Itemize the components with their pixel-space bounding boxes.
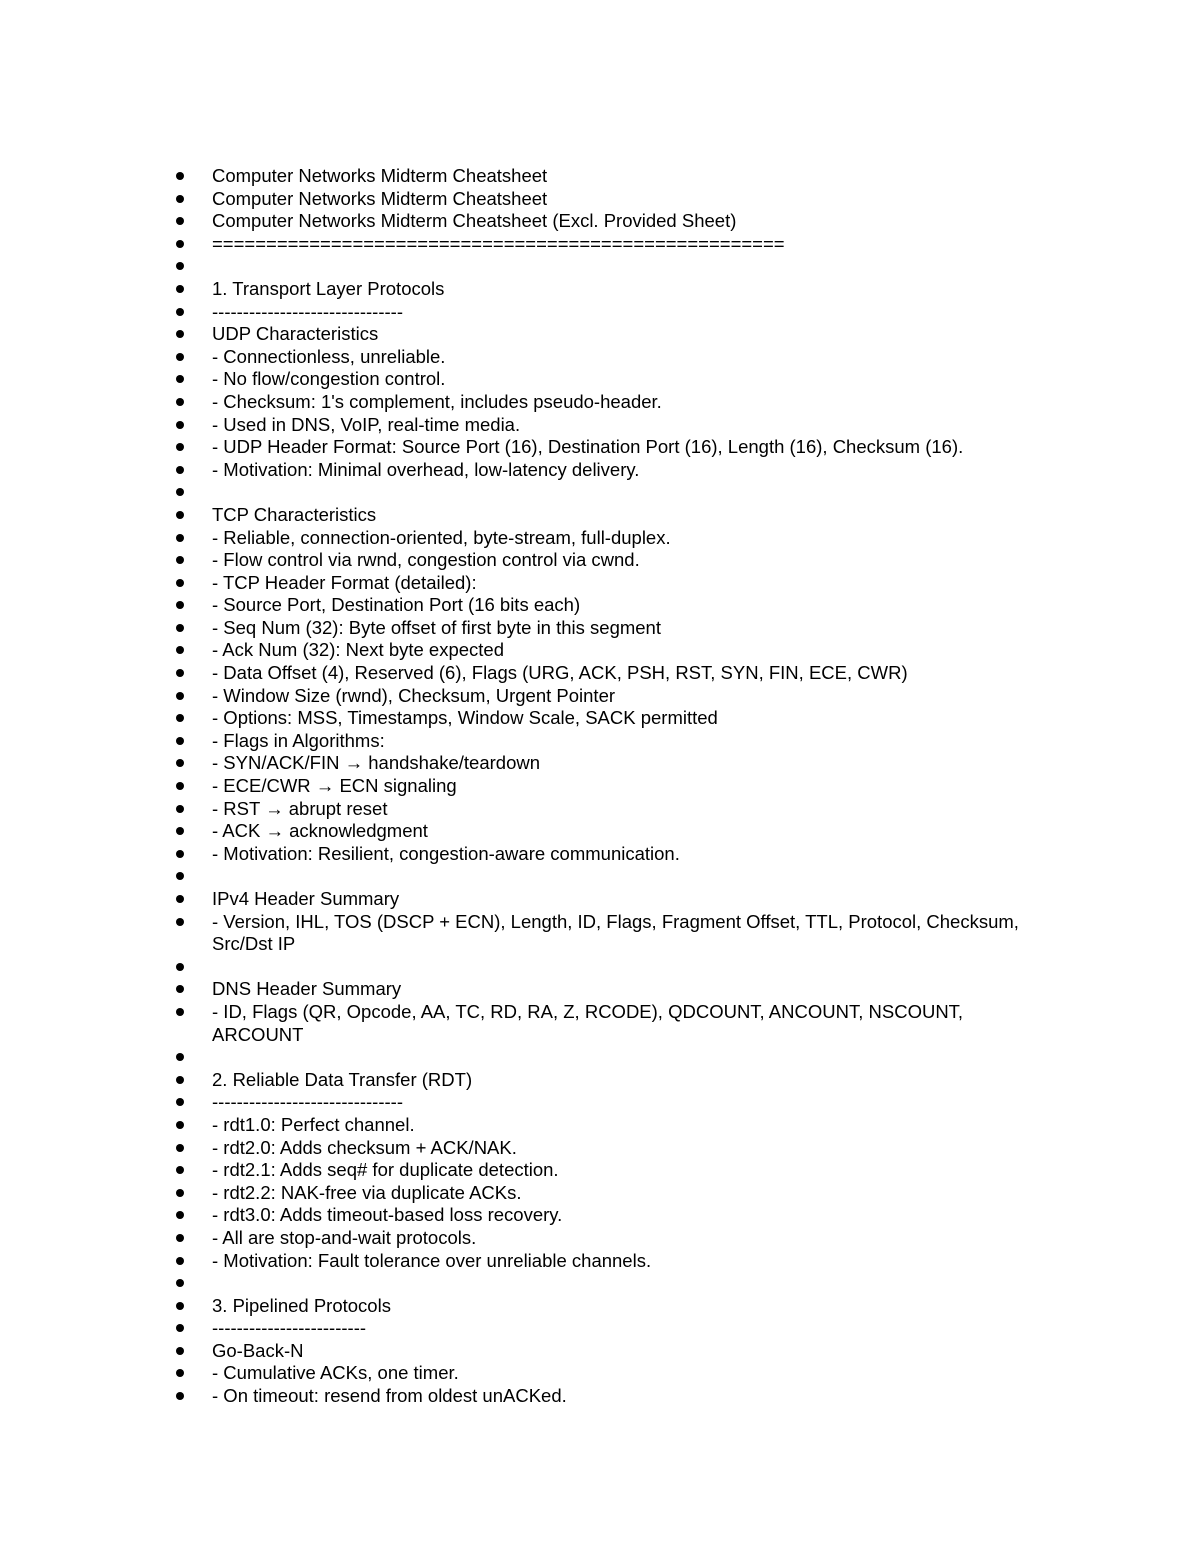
bullet-item xyxy=(176,1227,1026,1250)
bullet-text: - Ack Num (32): Next byte expected xyxy=(212,639,505,661)
bullet-text: - Source Port, Destination Port (16 bits each) xyxy=(212,594,581,616)
bullet-dot-icon xyxy=(176,1076,184,1084)
bullet-dot-icon xyxy=(176,1302,184,1310)
bullet-dot-icon xyxy=(176,375,184,383)
bullet-text: - Cumulative ACKs, one timer. xyxy=(212,1362,459,1384)
bullet-text xyxy=(212,956,1026,979)
bullet-text: - ID, Flags (QR, Opcode, AA, TC, RD, RA, Z, RCODE), QDCOUNT, ANCOUNT, NSCOUNT, ARCOUNT xyxy=(212,1000,968,1045)
bullet-item xyxy=(176,414,1026,437)
bullet-item xyxy=(176,978,1026,1001)
bullet-text: - UDP Header Format: Source Port (16), Destination Port (16), Length (16), Checksum (16). xyxy=(212,436,964,458)
bullet-dot-icon xyxy=(176,217,184,225)
bullet-text xyxy=(212,1272,1026,1295)
bullet-dot-icon xyxy=(176,624,184,632)
bullet-dot-icon xyxy=(176,1211,184,1219)
bullet-text: - Motivation: Resilient, congestion-aware communication. xyxy=(212,842,680,864)
bullet-item xyxy=(176,188,1026,211)
bullet-dot-icon xyxy=(176,895,184,903)
bullet-item xyxy=(176,775,1026,798)
bullet-text: Computer Networks Midterm Cheatsheet xyxy=(212,165,548,186)
bullet-item xyxy=(176,1204,1026,1227)
bullet-text: - TCP Header Format (detailed): xyxy=(212,571,477,593)
bullet-dot-icon xyxy=(176,827,184,835)
bullet-text: UDP Characteristics xyxy=(212,323,379,345)
bullet-dot-icon xyxy=(176,1257,184,1265)
bullet-text xyxy=(212,1046,1026,1069)
bullet-item xyxy=(176,1114,1026,1137)
bullet-item xyxy=(176,911,1026,956)
bullet-text: - rdt1.0: Perfect channel. xyxy=(212,1113,415,1135)
bullet-dot-icon xyxy=(176,692,184,700)
bullet-dot-icon xyxy=(176,737,184,745)
bullet-dot-icon xyxy=(176,1234,184,1242)
bullet-dot-icon xyxy=(176,556,184,564)
bullet-text: - Seq Num (32): Byte offset of first byte in this segment xyxy=(212,616,661,638)
bullet-dot-icon xyxy=(176,421,184,429)
bullet-dot-icon xyxy=(176,488,184,496)
bullet-dot-icon xyxy=(176,805,184,813)
bullet-text: - Version, IHL, TOS (DSCP + ECN), Length, ID, Flags, Fragment Offset, TTL, Protocol, Checksum, Src/Dst IP xyxy=(212,910,1025,955)
bullet-text: TCP Characteristics xyxy=(212,503,377,525)
bullet-text xyxy=(212,481,1026,504)
bullet-text xyxy=(212,255,1026,278)
bullet-dot-icon xyxy=(176,850,184,858)
bullet-item xyxy=(176,685,1026,708)
bullet-text: - Connectionless, unreliable. xyxy=(212,345,446,367)
bullet-dot-icon xyxy=(176,1347,184,1355)
bullet-dot-icon xyxy=(176,579,184,587)
bullet-text: - Flags in Algorithms: xyxy=(212,729,385,751)
bullet-dot-icon xyxy=(176,1189,184,1197)
bullet-dot-icon xyxy=(176,1053,184,1061)
bullet-item xyxy=(176,956,1026,979)
bullet-item xyxy=(176,527,1026,550)
bullet-item xyxy=(176,346,1026,369)
bullet-item xyxy=(176,843,1026,866)
bullet-dot-icon xyxy=(176,534,184,542)
bullet-text: ------------------------------- xyxy=(212,1091,403,1113)
bullet-text: - Window Size (rwnd), Checksum, Urgent Pointer xyxy=(212,684,616,706)
bullet-item xyxy=(176,820,1026,843)
bullet-item xyxy=(176,391,1026,414)
bullet-item xyxy=(176,481,1026,504)
bullet-dot-icon xyxy=(176,466,184,474)
bullet-item xyxy=(176,1340,1026,1363)
bullet-text: - Options: MSS, Timestamps, Window Scale, SACK permitted xyxy=(212,707,718,729)
bullet-dot-icon xyxy=(176,1392,184,1400)
bullet-item xyxy=(176,662,1026,685)
bullet-item xyxy=(176,368,1026,391)
bullet-item xyxy=(176,617,1026,640)
bullet-dot-icon xyxy=(176,714,184,722)
bullet-item xyxy=(176,278,1026,301)
bullet-dot-icon xyxy=(176,172,184,180)
bullet-text: - Motivation: Fault tolerance over unreliable channels. xyxy=(212,1249,652,1271)
bullet-dot-icon xyxy=(176,872,184,880)
bullet-item xyxy=(176,1385,1026,1408)
bullet-text: Computer Networks Midterm Cheatsheet (Excl. Provided Sheet) xyxy=(212,210,737,232)
bullet-dot-icon xyxy=(176,669,184,677)
bullet-text: ===================================================== xyxy=(212,232,785,254)
bullet-item xyxy=(176,459,1026,482)
bullet-item xyxy=(176,1317,1026,1340)
bullet-item xyxy=(176,549,1026,572)
bullet-item xyxy=(176,865,1026,888)
bullet-item xyxy=(176,504,1026,527)
bullet-text: 3. Pipelined Protocols xyxy=(212,1294,391,1316)
bullet-dot-icon xyxy=(176,262,184,270)
bullet-text: - rdt3.0: Adds timeout-based loss recovery. xyxy=(212,1204,563,1226)
bullet-dot-icon xyxy=(176,985,184,993)
bullet-dot-icon xyxy=(176,195,184,203)
bullet-dot-icon xyxy=(176,918,184,926)
bullet-text: - All are stop-and-wait protocols. xyxy=(212,1226,477,1248)
bullet-text: Go-Back-N xyxy=(212,1339,304,1361)
bullet-item xyxy=(176,233,1026,256)
bullet-text: - Checksum: 1's complement, includes pseudo-header. xyxy=(212,390,662,412)
bullet-item xyxy=(176,639,1026,662)
bullet-text: ------------------------- xyxy=(212,1317,367,1339)
bullet-item xyxy=(176,572,1026,595)
bullet-item xyxy=(176,323,1026,346)
bullet-dot-icon xyxy=(176,240,184,248)
bullet-text: Computer Networks Midterm Cheatsheet xyxy=(212,187,548,209)
bullet-dot-icon xyxy=(176,1144,184,1152)
bullet-text: 1. Transport Layer Protocols xyxy=(212,277,445,299)
bullet-item xyxy=(176,1250,1026,1273)
bullet-text: - RST → abrupt reset xyxy=(212,797,388,819)
bullet-dot-icon xyxy=(176,759,184,767)
bullet-item xyxy=(176,1069,1026,1092)
bullet-text: 2. Reliable Data Transfer (RDT) xyxy=(212,1068,473,1090)
bullet-text: - ACK → acknowledgment xyxy=(212,820,428,842)
bullet-item xyxy=(176,1159,1026,1182)
bullet-item xyxy=(176,1091,1026,1114)
bullet-item xyxy=(176,436,1026,459)
bullet-item xyxy=(176,798,1026,821)
bullet-item xyxy=(176,1046,1026,1069)
bullet-item xyxy=(176,301,1026,324)
bullet-dot-icon xyxy=(176,398,184,406)
bullet-dot-icon xyxy=(176,353,184,361)
bullet-dot-icon xyxy=(176,646,184,654)
bullet-item xyxy=(176,594,1026,617)
bullet-text xyxy=(212,865,1026,888)
bullet-dot-icon xyxy=(176,1324,184,1332)
bullet-text: DNS Header Summary xyxy=(212,978,402,1000)
bullet-item xyxy=(176,1362,1026,1385)
bullet-dot-icon xyxy=(176,963,184,971)
bullet-item xyxy=(176,888,1026,911)
bullet-dot-icon xyxy=(176,1166,184,1174)
cheatsheet-bullet-list xyxy=(176,165,1026,1408)
bullet-text: - rdt2.1: Adds seq# for duplicate detection. xyxy=(212,1159,559,1181)
bullet-dot-icon xyxy=(176,511,184,519)
bullet-text: IPv4 Header Summary xyxy=(212,888,400,909)
bullet-text: - Data Offset (4), Reserved (6), Flags (URG, ACK, PSH, RST, SYN, FIN, ECE, CWR) xyxy=(212,662,908,684)
bullet-dot-icon xyxy=(176,1098,184,1106)
bullet-text: - ECE/CWR → ECN signaling xyxy=(212,775,457,797)
bullet-dot-icon xyxy=(176,601,184,609)
bullet-item xyxy=(176,1272,1026,1295)
bullet-dot-icon xyxy=(176,308,184,316)
bullet-dot-icon xyxy=(176,1369,184,1377)
bullet-text: - Motivation: Minimal overhead, low-latency delivery. xyxy=(212,458,640,480)
bullet-text: - Used in DNS, VoIP, real-time media. xyxy=(212,413,521,435)
bullet-item xyxy=(176,1182,1026,1205)
bullet-item xyxy=(176,165,1026,188)
bullet-text: - Flow control via rwnd, congestion control via cwnd. xyxy=(212,549,640,571)
bullet-dot-icon xyxy=(176,1121,184,1129)
bullet-item xyxy=(176,1001,1026,1046)
bullet-item xyxy=(176,752,1026,775)
bullet-item xyxy=(176,210,1026,233)
bullet-item xyxy=(176,255,1026,278)
bullet-text: ------------------------------- xyxy=(212,300,403,322)
bullet-item xyxy=(176,707,1026,730)
bullet-text: - Reliable, connection-oriented, byte-stream, full-duplex. xyxy=(212,526,671,548)
bullet-item xyxy=(176,730,1026,753)
bullet-item xyxy=(176,1137,1026,1160)
bullet-text: - On timeout: resend from oldest unACKed. xyxy=(212,1385,567,1407)
bullet-text: - rdt2.0: Adds checksum + ACK/NAK. xyxy=(212,1136,517,1158)
bullet-dot-icon xyxy=(176,443,184,451)
bullet-text: - rdt2.2: NAK-free via duplicate ACKs. xyxy=(212,1181,522,1203)
bullet-item xyxy=(176,1295,1026,1318)
bullet-dot-icon xyxy=(176,782,184,790)
bullet-text: - SYN/ACK/FIN → handshake/teardown xyxy=(212,752,541,774)
bullet-dot-icon xyxy=(176,1279,184,1287)
bullet-text: - No flow/congestion control. xyxy=(212,368,446,390)
bullet-dot-icon xyxy=(176,330,184,338)
bullet-dot-icon xyxy=(176,285,184,293)
bullet-dot-icon xyxy=(176,1008,184,1016)
